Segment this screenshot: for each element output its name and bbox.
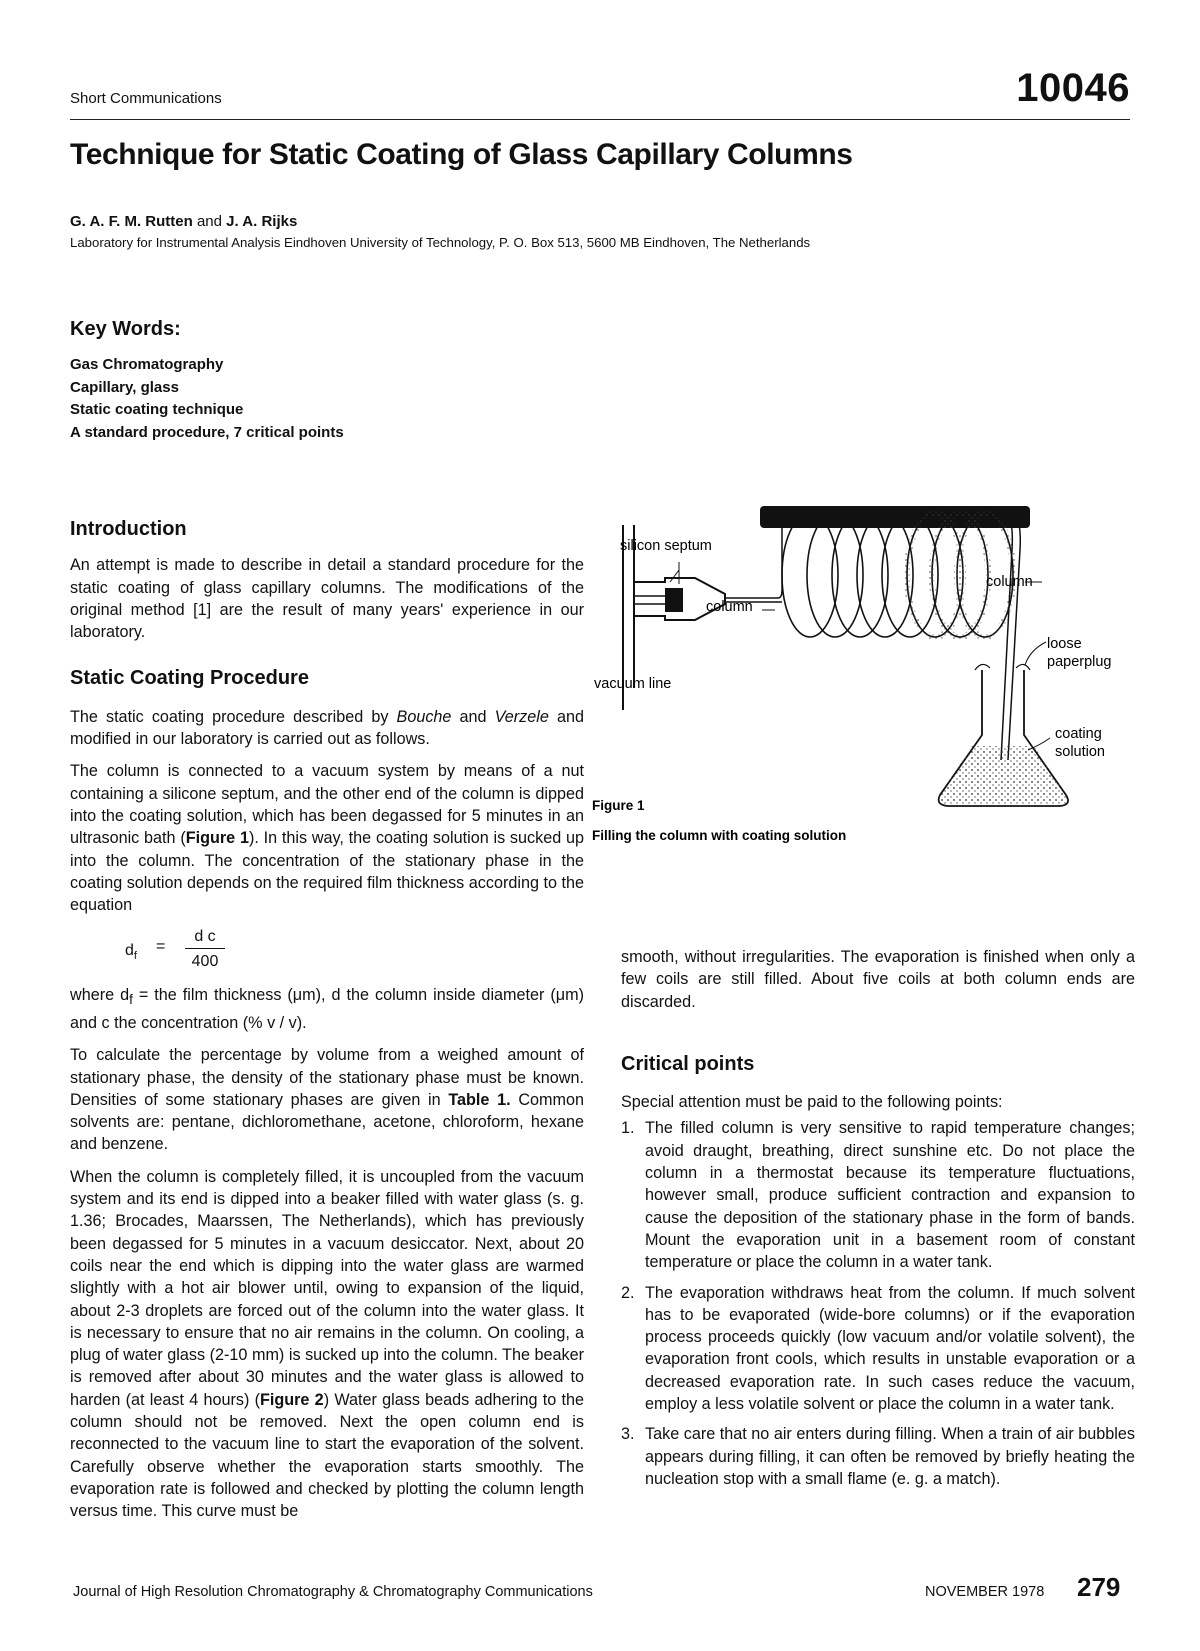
keyword-item: Gas Chromatography bbox=[70, 356, 224, 373]
procedure-paragraph-6: smooth, without irregularities. The evaporation is finished when only a few coils are still filled. About five coils at both column ends are discarded. bbox=[621, 948, 1135, 1011]
article-title: Technique for Static Coating of Glass Capillary Columns bbox=[70, 138, 853, 171]
label-vacuum-line: vacuum line bbox=[594, 676, 672, 692]
affiliation: Laboratory for Instrumental Analysis Eindhoven University of Technology, P. O. Box 513, 5600 MB Eindhoven, The Netherlands bbox=[70, 235, 811, 250]
introduction-paragraph: An attempt is made to describe in detail a standard procedure for the static coating of glass capillary columns. The modifications of the original method [1] are the result of many years' experience in our laboratory. bbox=[70, 556, 584, 642]
procedure-paragraph-5: When the column is completely filled, it is uncoupled from the vacuum system and its end is dipped into a beaker filled with water glass (s. g. 1.36; Brocades, Maarssen, The Netherlands), which has previously been degassed for 5 minutes in a vacuum desiccator. Next, about 20 coils near the end which is dipping into the water glass are warmed slightly with a hot air blower until, owing to expansion of the liquid, about 2-3 droplets are forced out of the column into the water glass. It is necessary to ensure that no air remains in the column. On cooling, a plug of water glass (2-10 mm) is sucked up into the column. The beaker is removed after about 30 minutes and the water glass is allowed to harden (at least 4 hours) (Figure 2) Water glass beads adhering to the column should not be removed. Next the open column end is reconnected to the vacuum line to start the evaporation of the solvent. Carefully observe whether the evaporation starts smoothly. The evaporation rate is followed and checked by plotting the column length versus time. This curve must be bbox=[70, 1167, 584, 1521]
critical-point-item: 1. The filled column is very sensitive to rapid temperature changes; avoid draught, breathing, direct sunshine etc. Do not place the column in a thermostat because its temperature fluctuations, however small, produce sufficient contraction and expansion to cause the deposition of the stationary phase in the form of bands. Mount the evaporation unit in a basement room of constant temperature or place the column in a water tank. bbox=[621, 1119, 1135, 1272]
keyword-item: Static coating technique bbox=[70, 401, 244, 418]
label-silicon-septum: silicon septum bbox=[620, 538, 712, 554]
label-solution: solution bbox=[1055, 744, 1105, 760]
critical-points-heading: Critical points bbox=[621, 1052, 755, 1075]
left-column bbox=[70, 518, 584, 1533]
procedure-heading: Static Coating Procedure bbox=[70, 667, 309, 690]
label-column-inner: column bbox=[706, 599, 753, 615]
authors-conjunction: and bbox=[196, 213, 222, 230]
procedure-paragraph-3: where $d_f$ = the film thickness (μm), d the column inside diameter (μm) and c the concentration (% v / v). bbox=[70, 986, 584, 1032]
figure-1 bbox=[592, 510, 1150, 850]
keyword-item: A standard procedure, 7 critical points bbox=[70, 423, 344, 441]
figure-caption-text: Filling the column with coating solution bbox=[592, 828, 847, 843]
introduction-heading: Introduction bbox=[70, 518, 187, 540]
author-rijks: J. A. Rijks bbox=[226, 213, 298, 230]
procedure-paragraph-1: The static coating procedure described by Bouche and Verzele and modified in our laboratory is carried out as follows. bbox=[70, 707, 584, 749]
column-filling-diagram bbox=[592, 510, 1150, 850]
footer-journal-name: Journal of High Resolution Chromatography & Chromatography Communications bbox=[73, 1584, 593, 1600]
right-column bbox=[621, 946, 1135, 1498]
keywords-list bbox=[70, 354, 344, 444]
page-number: 279 bbox=[1077, 1572, 1121, 1602]
keyword-item: Capillary, glass bbox=[70, 378, 179, 396]
label-coating: coating bbox=[1055, 726, 1102, 742]
document-number: 10046 bbox=[1016, 66, 1130, 110]
figure-caption-number: Figure 1 bbox=[592, 798, 645, 813]
author-rutten: G. A. F. M. Rutten bbox=[70, 213, 193, 230]
section-label: Short Communications bbox=[70, 90, 222, 107]
critical-points-intro: Special attention must be paid to the following points: bbox=[621, 1093, 1003, 1112]
critical-point-item: 2. The evaporation withdraws heat from the column. If much solvent has to be evaporated (wide-bore columns) or if the evaporation process proceeds quickly (low vacuum and/or volatile solvent), the evaporation front cools, which results in unstable evaporation or a decreased evaporation rate. In such cases reduce the vacuum, employ a less volatile solvent or place the column in a water tank. bbox=[621, 1283, 1135, 1414]
film-thickness-equation: $d_f$ = d c 400 bbox=[70, 926, 584, 980]
procedure-paragraph-2: The column is connected to a vacuum system by means of a nut containing a silicone septum, and the other end of the column is dipped into the coating solution, which has been degassed for 5 minutes in an ultrasonic bath (Figure 1). In this way, the coating solution is sucked up into the column. The concentration of the stationary phase in the coating solution depends on the required film thickness according to the equation bbox=[70, 762, 584, 915]
critical-points-list bbox=[621, 1117, 1135, 1490]
header-rule bbox=[70, 119, 1130, 120]
keywords-heading: Key Words: bbox=[70, 318, 181, 340]
equation-denominator: 400 bbox=[191, 953, 219, 971]
equation-numerator: d c bbox=[194, 928, 216, 946]
label-column-outer: column bbox=[986, 574, 1033, 590]
fraction-bar bbox=[185, 948, 225, 949]
authors-line bbox=[70, 213, 297, 230]
procedure-paragraph-4: To calculate the percentage by volume from a weighed amount of stationary phase, the density of the stationary phase must be known. Densities of some stationary phases are given in Table 1. Common solvents are: pentane, dichloromethane, acetone, chloroform, hexane and benzene. bbox=[70, 1046, 584, 1154]
label-loose: loose bbox=[1047, 636, 1082, 652]
critical-point-item: 3. Take care that no air enters during filling. When a train of air bubbles appears during filling, it can often be removed by briefly heating the nucleation stop with a small flame (e. g. a match). bbox=[621, 1425, 1135, 1488]
label-paperplug: paperplug bbox=[1047, 654, 1112, 670]
footer-date: NOVEMBER 1978 bbox=[925, 1584, 1045, 1600]
